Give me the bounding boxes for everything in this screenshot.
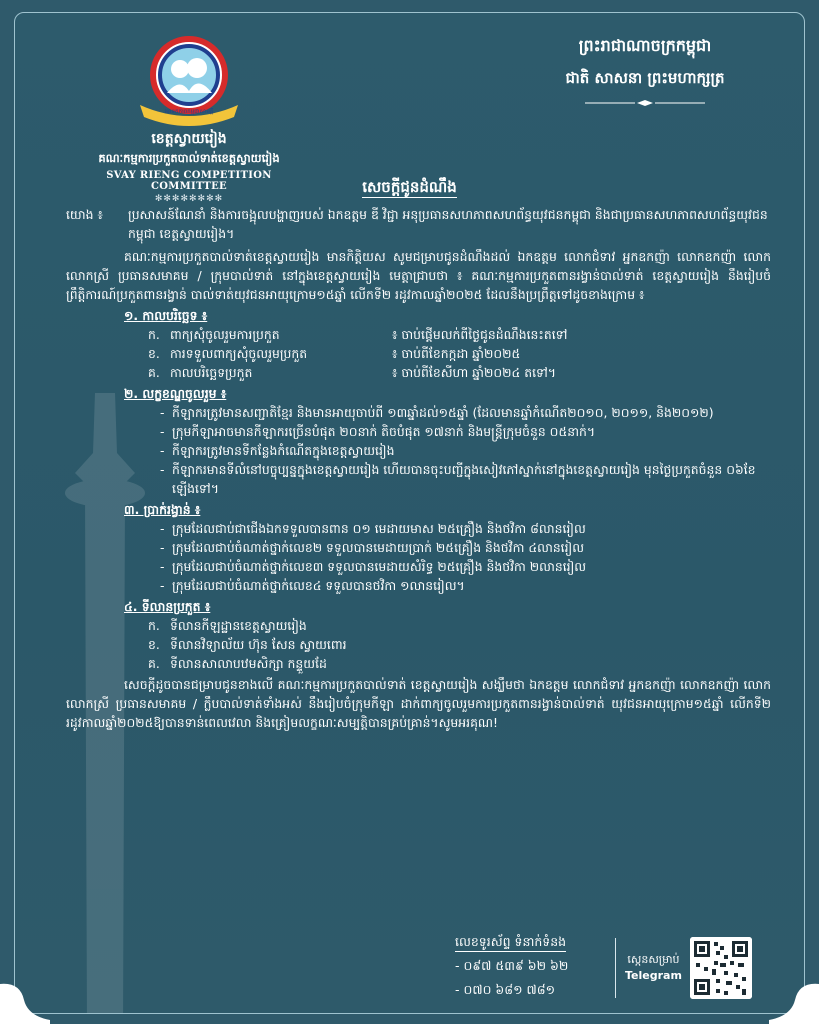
corner-ornament-icon <box>749 964 819 1024</box>
phone-number[interactable]: - ០៩៧ ៥៣៩ ៦២ ៦២ <box>455 958 569 973</box>
requirements-section <box>66 384 771 498</box>
contact-divider <box>615 938 616 998</box>
list-item: - ក្រុមដែលជាប់ជាជើងឯកទទួលបានពាន ០១ មេដាយមាស ២៥គ្រឿង និងថវិកា ៨លានរៀល <box>160 521 586 536</box>
intro-paragraph: គណៈកម្មការប្រកួតបាល់ទាត់ខេត្តស្វាយរៀង មានកិត្តិយស សូមជម្រាបជូនដំណឹងដល់ ឯកឧត្តម លោកជំទាវ អ្នកឧកញ៉ា លោកឧកញ៉ា លោក លោកស្រី ប្រធានសមាគម / ក្រុមបាល់ទាត់ នៅក្នុងខេត្តស្វាយរៀង មេត្តាជ្រាបថា ៖ គណៈកម្មការប្រកួតពានរង្វាន់បាល់ទាត់ ខេត្តស្វាយរៀង នឹងរៀបចំព្រឹត្តិការណ៍ប្រកួតពានរង្វាន់ បាល់ទាត់យុវជនអាយុក្រោម១៥ឆ្នាំ លើកទី២ រដូវកាលឆ្នាំ២០២៥ ដែលនឹងប្រព្រឹត្តទៅដូចខាងក្រោម ៖ <box>66 249 771 302</box>
schedule-row: គ. កាលបរិច្ឆេទប្រកួត ៖ ចាប់ពីខែសីហា ឆ្នាំ២០២៤ តទៅ។ <box>148 365 556 380</box>
scan-label-block <box>625 952 682 984</box>
venues-heading: ៤. ទីលានប្រកួត ៖ <box>124 599 211 614</box>
corner-ornament-icon <box>0 964 70 1024</box>
venue-row: ខ. ទីលានវិទ្យាល័យ ហ៊ុន សែន ស្វាយពោរ <box>148 637 347 652</box>
list-item: - កីឡាករត្រូវមានទីកន្លែងកំណើតក្នុងខេត្តស្វាយរៀង <box>160 443 395 458</box>
list-item: - ក្រុមកីឡាអាចមានកីឡាករច្រើនបំផុត ២០នាក់ តិចបំផុត ១៧នាក់ និងមន្ត្រីក្រុមចំនួន ០៥នាក់។ <box>160 424 596 439</box>
telegram-label: Telegram <box>625 969 682 982</box>
scan-label: ស្កេនសម្រាប់ <box>627 953 680 966</box>
prizes-section <box>66 500 771 595</box>
stars-divider: ✻✻✻✻✻✻✻✻ <box>154 194 224 204</box>
kingdom-title: ព្រះរាជាណាចក្រកម្ពុជា <box>578 36 712 55</box>
venue-row: ក. ទីលានកីឡដ្ឋានខេត្តស្វាយរៀង <box>148 618 307 633</box>
national-motto: ជាតិ សាសនា ព្រះមហាក្សត្រ <box>565 69 725 87</box>
requirements-heading: ២. លក្ខខណ្ឌចូលរួម ៖ <box>124 386 227 401</box>
reference-label: យោង ៖ <box>66 207 103 222</box>
logo-ribbon-text: មោទកភាពកម្ពុជាសាមគ្គី <box>164 109 214 115</box>
list-item: - ក្រុមដែលជាប់ចំណាត់ថ្នាក់លេខ៤ ទទួលបានថវិកា ១លានរៀល។ <box>160 578 465 593</box>
province-name: ខេត្តស្វាយរៀង <box>151 131 227 147</box>
list-item: - ក្រុមដែលជាប់ចំណាត់ថ្នាក់លេខ២ ទទួលបានមេដាយប្រាក់ ២៥គ្រឿង និងថវិកា ៤លានរៀល <box>160 540 585 555</box>
committee-name-khmer: គណៈកម្មការប្រកួតបាល់ទាត់ខេត្តស្វាយរៀង <box>98 151 280 165</box>
document-body <box>66 205 771 732</box>
schedule-heading: ១. កាលបរិច្ឆេទ ៖ <box>124 308 208 323</box>
ornament-divider-icon <box>585 100 705 106</box>
committee-name-english: SVAY RIENG COMPETITION COMMITTEE <box>106 170 272 192</box>
prizes-heading: ៣. ប្រាក់រង្វាន់ ៖ <box>124 502 201 517</box>
closing-paragraph: សេចក្ដីដូចបានជម្រាបជូនខាងលើ គណៈកម្មការប្រកួតបាល់ទាត់ ខេត្តស្វាយរៀង សង្ឃឹមថា ឯកឧត្តម លោកជំទាវ អ្នកឧកញ៉ា លោកឧកញ៉ា លោក លោកស្រី ប្រធានសមាគម / ក្លឹបបាល់ទាត់ទាំងអស់ នឹងរៀបចំក្រុមកីឡា ដាក់ពាក្យចូលរួមការប្រកួតពានរង្វាន់បាល់ទាត់ យុវជនអាយុក្រោម១៥ឆ្នាំ លើកទី២ រដូវកាលឆ្នាំ២០២៥ឱ្យបានទាន់ពេលវេលា និងត្រៀមលក្ខណៈសម្បត្តិបានគ្រប់គ្រាន់។សូមអរគុណ! <box>66 677 771 730</box>
contact-title: លេខទូរស័ព្ទ ទំនាក់ទំនង <box>455 933 566 952</box>
schedule-row: ខ. ការទទួលពាក្យសុំចូលរួមប្រកួត ៖ ចាប់ពីខែកក្កដា ឆ្នាំ២០២៥ <box>148 346 521 361</box>
venue-row: គ. ទីលានសាលាបឋមសិក្សា កន្ទួយដែ <box>148 656 327 671</box>
kingdom-block <box>530 35 760 110</box>
telegram-qr-code-icon[interactable] <box>690 937 752 999</box>
list-item: - កីឡាករមានទីលំនៅបច្ចុប្បន្នក្នុងខេត្តស្វាយរៀង ហើយបានចុះបញ្ជីក្នុងសៀវភៅស្នាក់នៅក្នុងខេត្តស្វាយរៀង មុនថ្ងៃប្រកួតចំនួន ០៦ខែឡើងទៅ។ <box>160 462 756 496</box>
schedule-section <box>66 306 771 382</box>
reference-row <box>66 205 771 243</box>
reference-text: ប្រសាសន៍ណែនាំ និងការចង្អុលបង្ហាញរបស់ ឯកឧត្តម ឌី វិជ្ជា អនុប្រធានសហភាពសហព័ន្ធយុវជនកម្ពុជា និងជាប្រធានសហភាពសហព័ន្ធយុវជនកម្ពុជា ខេត្តស្វាយរៀង។ <box>128 207 768 241</box>
phone-number[interactable]: - ០៧០ ៦៨១ ៧៨១ <box>455 982 556 997</box>
list-item: - កីឡាករត្រូវមានសញ្ជាតិខ្មែរ និងមានអាយុចាប់ពី ១៣ឆ្នាំដល់១៥ឆ្នាំ (ដែលមានឆ្នាំកំណើត២០១០, ២០១១, និង២០១២) <box>160 405 714 420</box>
list-item: - ក្រុមដែលជាប់ចំណាត់ថ្នាក់លេខ៣ ទទួលបានមេដាយសំរិទ្ធ ២៥គ្រឿង និងថវិកា ២លានរៀល <box>160 559 587 574</box>
venues-section <box>66 597 771 673</box>
document-title: សេចក្ដីជូនដំណឹង <box>362 178 457 196</box>
schedule-row: ក. ពាក្យសុំចូលរួមការប្រកួត ៖ ចាប់ផ្ដើមលក់ពីថ្ងៃជូនដំណឹងនេះតទៅ <box>148 327 568 342</box>
committee-logo <box>134 35 244 127</box>
contact-block <box>455 930 568 1002</box>
